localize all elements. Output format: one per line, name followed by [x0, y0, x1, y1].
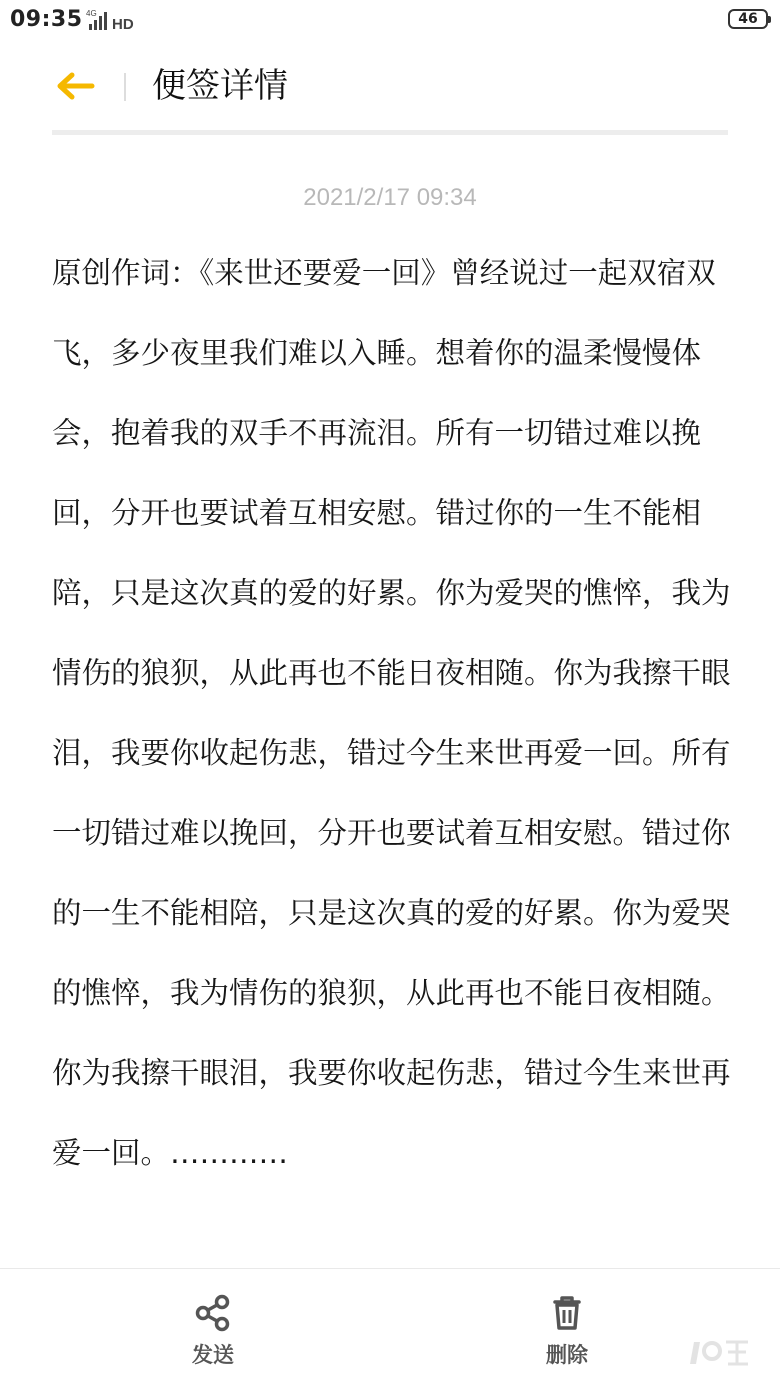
delete-label: 删除: [546, 1343, 588, 1367]
note-body[interactable]: 原创作词：《来世还要爱一回》曾经说过一起双宿双飞，多少夜里我们难以入睡。想着你的温柔慢慢体会，抱着我的双手不再流泪。所有一切错过难以挽回，分开也要试着互相安慰。错过你的一生不能相陪，只是这次真的爱的好累。你为爱哭的憔悴，我为情伤的狼狈，从此再也不能日夜相随。你为我擦干眼泪，我要你收起伤悲，错过今生来世再爱一回。所有一切错过难以挽回，分开也要试着互相安慰。错过你的一生不能相陪，只是这次真的爱的好累。你为爱哭的憔悴，我为情伤的狼狈，从此再也不能日夜相随。你为我擦干眼泪，我要你收起伤悲，错过今生来世再爱一回。…………: [52, 256, 731, 1170]
delete-button[interactable]: [512, 1293, 622, 1373]
signal-icon: [86, 8, 146, 32]
header: [0, 40, 780, 134]
share-icon: [193, 1293, 233, 1333]
trash-icon: [547, 1293, 587, 1333]
arrow-left-icon: [50, 64, 100, 108]
header-rule: [52, 130, 728, 135]
hd-badge: HD: [112, 16, 134, 32]
send-label: 发送: [192, 1343, 234, 1367]
site-watermark-logo: [688, 1336, 752, 1368]
back-button[interactable]: [50, 64, 100, 108]
battery-indicator: 46: [728, 9, 768, 29]
header-divider: [124, 73, 126, 101]
status-time: 09:35: [10, 7, 83, 32]
network-type: 4G: [86, 9, 97, 18]
send-button[interactable]: [158, 1293, 268, 1373]
note-timestamp: 2021/2/17 09:34: [303, 184, 477, 211]
status-bar: [0, 0, 780, 40]
bottom-toolbar: [0, 1268, 780, 1387]
page-title: 便签详情: [152, 66, 288, 106]
